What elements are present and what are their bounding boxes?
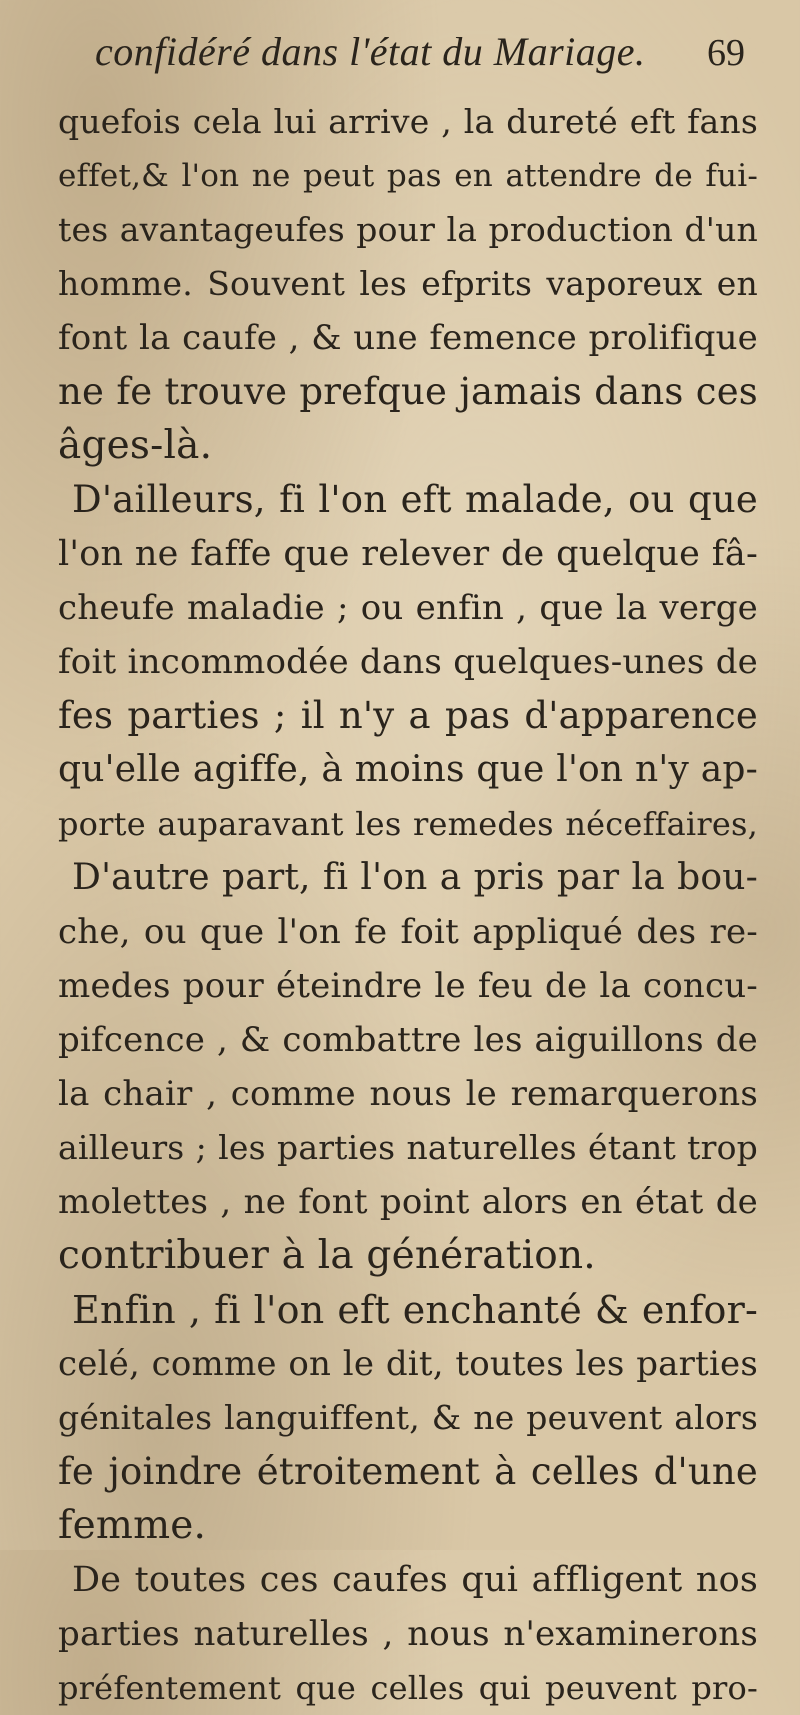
text-line: font la caufe , & une femence prolifique — [58, 318, 758, 358]
text-line: D'ailleurs, fi l'on eft malade, ou que — [72, 478, 758, 521]
text-line: molettes , ne font point alors en état de — [58, 1182, 758, 1222]
text-line: che, ou que l'on fe foit appliqué des re- — [58, 912, 758, 952]
text-line: De toutes ces caufes qui affligent nos — [72, 1560, 758, 1600]
running-head — [95, 28, 745, 75]
text-line: Enfin , fi l'on eft enchanté & enfor- — [72, 1288, 758, 1332]
text-line: préfentement que celles qui peuvent pro- — [58, 1669, 758, 1707]
text-line: cheufe maladie ; ou enfin , que la verge — [58, 588, 758, 628]
text-line: la chair , comme nous le remarquerons — [58, 1074, 758, 1114]
text-line: pifcence , & combattre les aiguillons de — [58, 1020, 758, 1060]
text-line: ne fe trouve prefque jamais dans ces — [58, 370, 758, 413]
text-line: medes pour éteindre le feu de la concu- — [58, 966, 758, 1006]
text-line: fes parties ; il n'y a pas d'apparence — [58, 694, 758, 737]
text-line: tes avantageufes pour la production d'un — [58, 210, 758, 249]
text-line: parties naturelles , nous n'examinerons — [58, 1614, 758, 1654]
text-line: qu'elle agiffe, à moins que l'on n'y ap- — [58, 749, 758, 790]
text-line: âges-là. — [58, 423, 213, 468]
text-line: D'autre part, fi l'on a pris par la bou- — [72, 857, 758, 898]
text-line: foit incommodée dans quelques-unes de — [58, 642, 758, 682]
text-line: homme. Souvent les efprits vaporeux en — [58, 264, 758, 303]
text-line: effet,& l'on ne peut pas en attendre de fui- — [58, 158, 758, 194]
page-number: 69 — [707, 32, 745, 74]
text-line: génitales languiffent, & ne peuvent alors — [58, 1398, 758, 1437]
body-text — [58, 95, 758, 1715]
text-line: porte auparavant les remedes néceffaires, — [58, 805, 758, 843]
text-line: femme. — [58, 1503, 207, 1548]
text-line: fe joindre étroitement à celles d'une — [58, 1450, 758, 1493]
text-line: ailleurs ; les parties naturelles étant trop — [58, 1128, 758, 1167]
text-line: contribuer à la génération. — [58, 1233, 596, 1278]
running-title: confidéré dans l'état du Mariage. — [95, 29, 646, 74]
text-line: quefois cela lui arrive , la dureté eft fans — [58, 102, 758, 141]
text-line: celé, comme on le dit, toutes les parties — [58, 1344, 758, 1384]
text-line: l'on ne faffe que relever de quelque fâ- — [58, 534, 758, 574]
